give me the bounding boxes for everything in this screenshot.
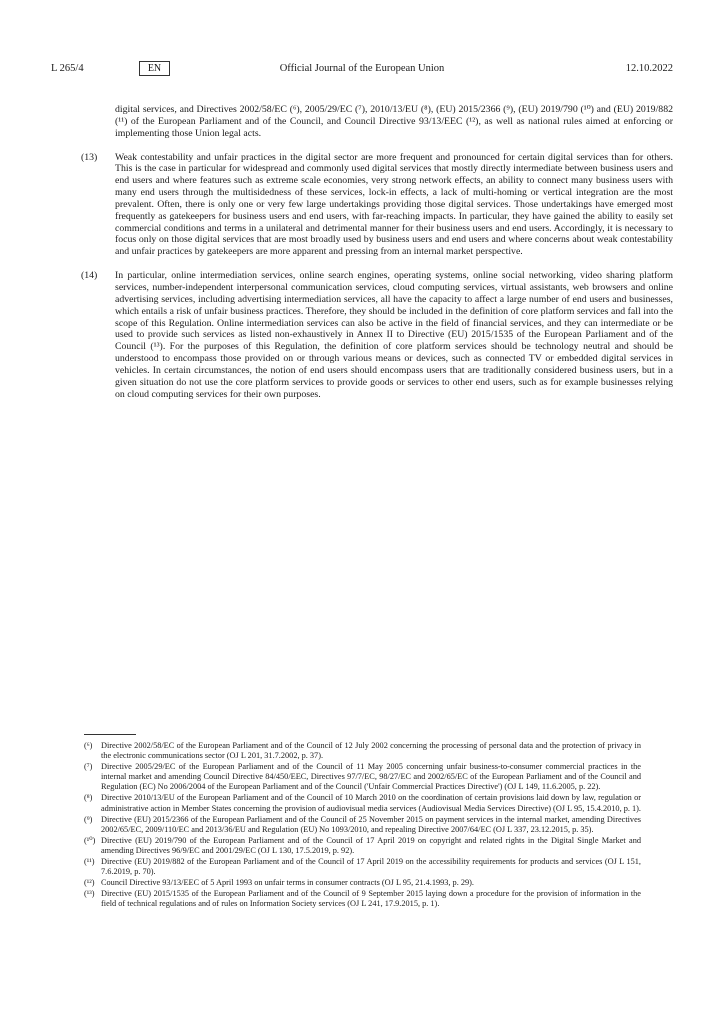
footnote-text: Directive (EU) 2015/2366 of the European Parliament and of the Council of 25 November 2015 on payment services in the internal market, amending Directives 2002/65/EC, 2009/110/EC and 2013/36/EU and Regulation (EU) No 1093/2010, and repealing Directive 2007/64/EC (OJ L 337, 23.12.2015, p. 35). [101,814,641,834]
footnote-6 [84,741,641,761]
recital-text: In particular, online intermediation services, online search engines, operating systems, online social networking, video sharing platform services, number-independent interpersonal communication services, cloud computing services, virtual assistants, web browsers and online advertising services, including advertising intermediation services, all have the capacity to affect a large number of end users and businesses, which entails a risk of unfair business practices. Therefore, they should be included in the definition of core platform services and fall into the scope of this Regulation. Online intermediation services can also be active in the field of financial services, and they can intermediate or be used to provide such services as listed non-exhaustively in Annex II to Directive (EU) 2015/1535 of the European Parliament and of the Council (¹³). For the purposes of this Regulation, the definition of core platform services should be technology neutral and should be understood to encompass those provided on or through various means or devices, such as connected TV or embedded digital services in vehicles. In certain circumstances, the notion of end users should encompass users that are traditionally considered business users, but in a given situation do not use the core platform services to provide goods or services to other end users, such as for example businesses relying on cloud computing services for their own purposes. [115,270,673,400]
recital-14 [51,270,673,400]
footnote-text: Directive (EU) 2019/790 of the European Parliament and of the Council of 17 April 2019 on copyright and related rights in the Digital Single Market and amending Directives 96/9/EC and 2001/29/EC (OJ L 130, 17.5.2019, p. 92). [101,835,641,855]
footnote-mark: (⁹) [84,814,93,824]
main-text [51,104,673,412]
footnote-mark: (⁸) [84,793,93,803]
footnote-7 [84,762,641,792]
footnote-8 [84,793,641,813]
footnotes [84,741,641,911]
footnote-text: Directive (EU) 2019/882 of the European Parliament and of the Council of 17 April 2019 on the accessibility requirements for products and services (OJ L 151, 7.6.2019, p. 70). [101,857,641,877]
footnote-mark: (⁶) [84,741,93,750]
footnote-text: Directive 2005/29/EC of the European Parliament and of the Council of 11 May 2005 concerning unfair business-to-consumer commercial practices in the internal market and amending Council Directive 84/450/EEC, Directives 97/7/EC, 98/27/EC and 2002/65/EC of the European Parliament and of the Council and Regulation (EC) No 2006/2004 of the European Parliament and of the Council ('Unfair Commercial Practices Directive') (OJ L 149, 11.6.2005, p. 22). [101,762,641,792]
language-badge: EN [139,61,170,76]
recital-number: (13) [81,151,98,163]
footnote-text: Council Directive 93/13/EEC of 5 April 1993 on unfair terms in consumer contracts (OJ L 95, 21.4.1993, p. 29). [101,878,474,888]
recital-13 [51,152,673,259]
page-reference: L 265/4 [51,63,84,74]
page-header [51,61,673,77]
footnote-mark: (¹⁰) [84,835,96,845]
footnote-13 [84,889,641,909]
footnote-text: Directive 2002/58/EC of the European Parliament and of the Council of 12 July 2002 concerning the processing of personal data and the protection of privacy in the electronic communications sector (OJ L 201, 31.7.2002, p. 37). [101,741,641,761]
footnote-mark: (¹²) [84,878,95,888]
footnote-divider [84,734,136,735]
footnote-11 [84,857,641,877]
footnote-text: Directive (EU) 2015/1535 of the European Parliament and of the Council of 9 September 2015 laying down a procedure for the provision of information in the field of technical regulations and of rules on Information Society services (OJ L 241, 17.9.2015, p. 1). [101,889,641,909]
footnote-mark: (¹³) [84,889,95,899]
footnote-12 [84,878,641,888]
recital-number: (14) [81,270,98,282]
footnote-9 [84,815,641,835]
footnote-mark: (⁷) [84,762,93,772]
continued-paragraph-text: digital services, and Directives 2002/58/EC (⁶), 2005/29/EC (⁷), 2010/13/EU (⁸), (EU) 2015/2366 (⁹), (EU) 2019/790 (¹⁰) and (EU) 2019/882 (¹¹) of the European Parliament and of the Council, and Council Directive 93/13/EEC (¹²), as well as national rules aimed at enforcing or implementing those Union legal acts. [115,104,673,139]
footnote-text: Directive 2010/13/EU of the European Parliament and of the Council of 10 March 2010 on the coordination of certain provisions laid down by law, regulation or administrative action in Member States concerning the provision of audiovisual media services (Audiovisual Media Services Directive) (OJ L 95, 15.4.2010, p. 1). [101,793,642,813]
publication-date: 12.10.2022 [625,63,673,74]
footnote-10 [84,836,641,856]
footnote-mark: (¹¹) [84,857,95,867]
recital-text: Weak contestability and unfair practices in the digital sector are more frequent and pronounced for certain digital services than for others. This is the case in particular for widespread and commonly used digital services that mostly directly intermediate between business users and end users and where features such as extreme scale economies, very strong network effects, an ability to connect many business users with many end users through the multisidedness of these services, lock-in effects, a lack of multi-homing or vertical integration are the most prevalent. Often, there is only one or very few large undertakings providing those digital services. Those undertakings have emerged most frequently as gatekeepers for business users and end users, with far-reaching impacts. In particular, they have gained the ability to easily set commercial conditions and terms in a unilateral and detrimental manner for their business users and end users. Accordingly, it is necessary to focus only on those digital services that are most broadly used by business users and end users and where concerns about weak contestability and unfair practices by gatekeepers are more apparent and pressing from an internal market perspective. [115,151,673,258]
journal-title: Official Journal of the European Union [279,63,445,74]
continued-paragraph [51,104,673,140]
